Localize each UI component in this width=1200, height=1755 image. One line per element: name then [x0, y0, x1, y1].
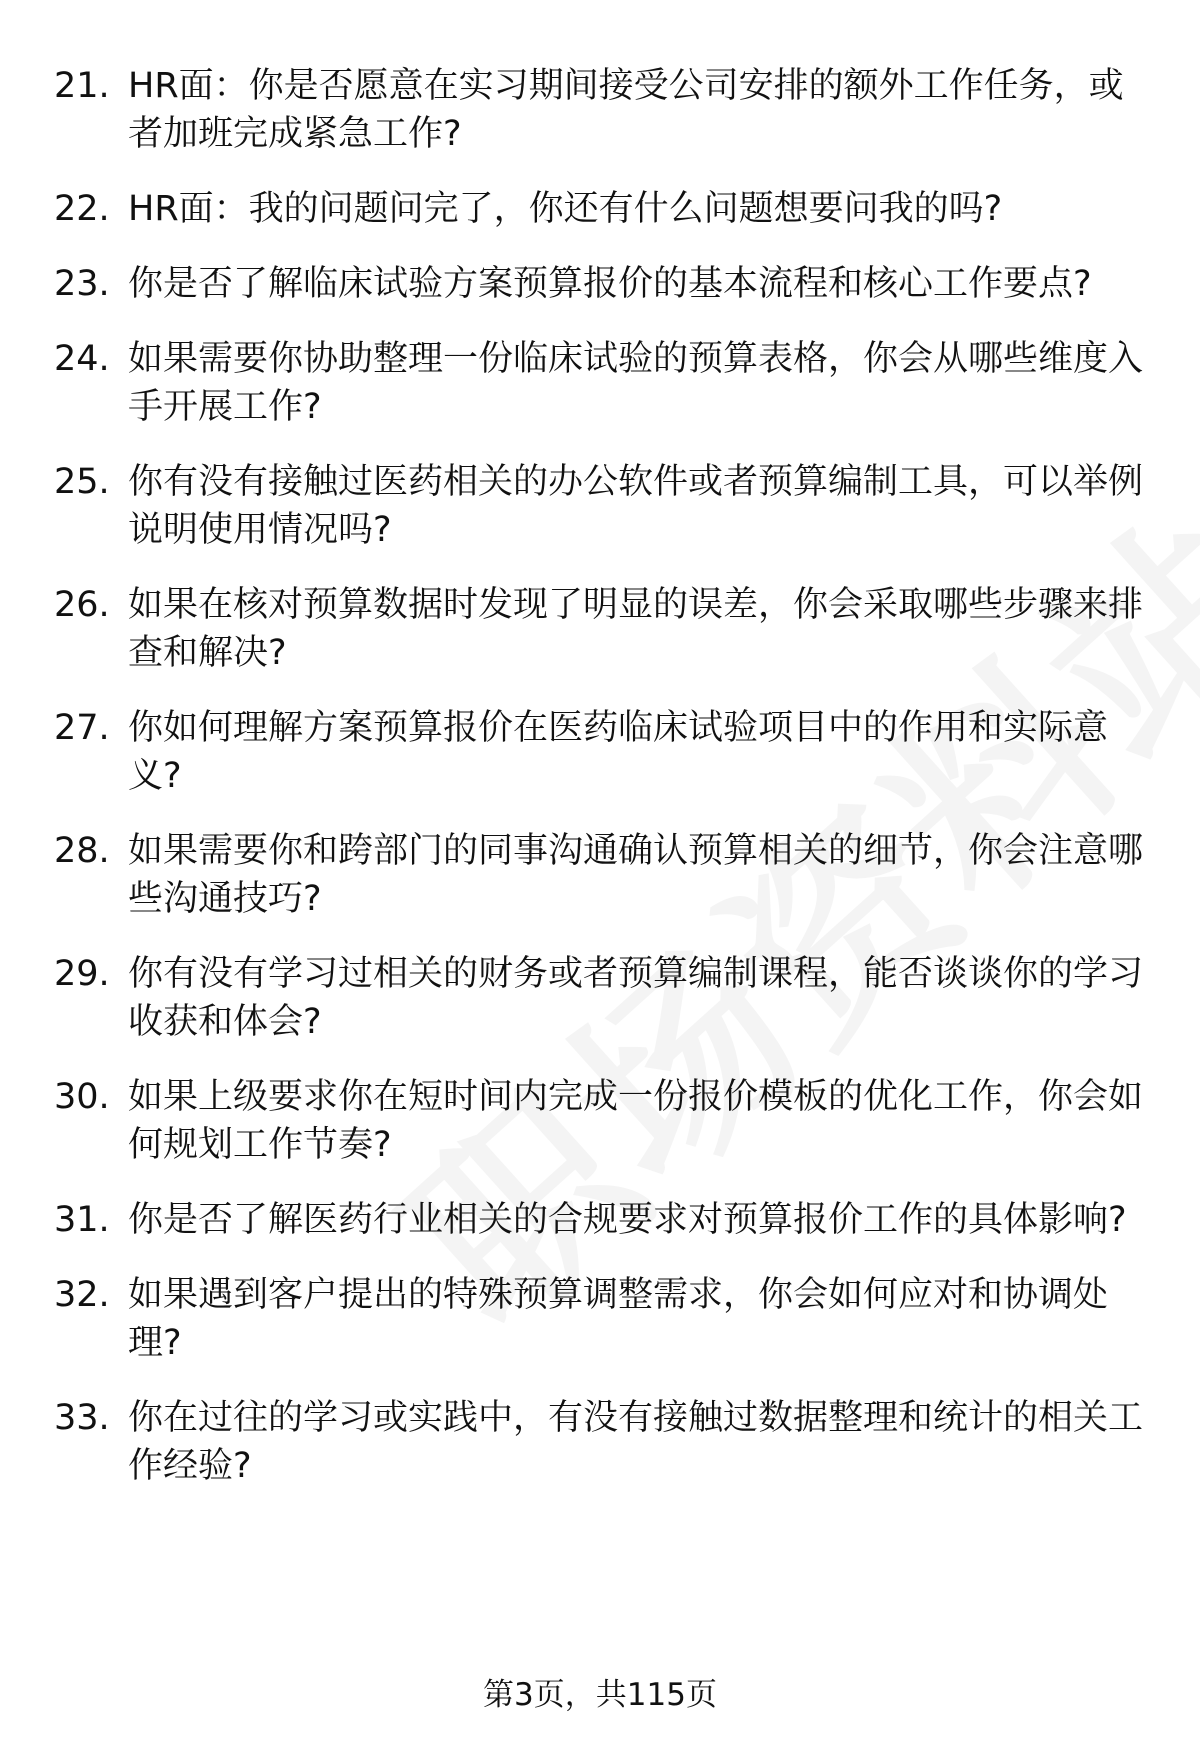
question-text: 如果需要你协助整理一份临床试验的预算表格，你会从哪些维度入手开展工作?	[128, 339, 1144, 427]
question-number: 28.	[54, 831, 110, 871]
question-text: 你在过往的学习或实践中，有没有接触过数据整理和统计的相关工作经验?	[128, 1398, 1144, 1486]
question-item	[54, 185, 1154, 233]
question-item	[54, 1271, 1154, 1367]
question-number: 22.	[54, 189, 110, 229]
question-number: 31.	[54, 1200, 110, 1240]
question-item	[54, 260, 1154, 308]
question-text: 如果遇到客户提出的特殊预算调整需求，你会如何应对和协调处理?	[128, 1275, 1109, 1363]
question-number: 24.	[54, 339, 110, 379]
question-item	[54, 335, 1154, 431]
question-text: 如果需要你和跨部门的同事沟通确认预算相关的细节，你会注意哪些沟通技巧?	[128, 831, 1144, 919]
question-text: HR面：我的问题问完了，你还有什么问题想要问我的吗?	[128, 189, 1003, 229]
question-number: 21.	[54, 66, 110, 106]
question-number: 27.	[54, 708, 110, 748]
question-item	[54, 827, 1154, 923]
question-item	[54, 704, 1154, 800]
question-item	[54, 62, 1154, 158]
question-number: 30.	[54, 1077, 110, 1117]
question-number: 32.	[54, 1275, 110, 1315]
question-list	[54, 62, 1154, 1490]
question-number: 25.	[54, 462, 110, 502]
question-number: 29.	[54, 954, 110, 994]
question-item	[54, 950, 1154, 1046]
question-number: 33.	[54, 1398, 110, 1438]
question-item	[54, 581, 1154, 677]
question-text: 你是否了解医药行业相关的合规要求对预算报价工作的具体影响?	[128, 1200, 1127, 1240]
question-item	[54, 1073, 1154, 1169]
question-text: 你如何理解方案预算报价在医药临床试验项目中的作用和实际意义?	[128, 708, 1109, 796]
question-text: 如果上级要求你在短时间内完成一份报价模板的优化工作，你会如何规划工作节奏?	[128, 1077, 1144, 1165]
question-text: 你有没有学习过相关的财务或者预算编制课程，能否谈谈你的学习收获和体会?	[128, 954, 1144, 1042]
question-text: 如果在核对预算数据时发现了明显的误差，你会采取哪些步骤来排查和解决?	[128, 585, 1144, 673]
question-item	[54, 458, 1154, 554]
question-text: HR面：你是否愿意在实习期间接受公司安排的额外工作任务，或者加班完成紧急工作?	[128, 66, 1124, 154]
question-text: 你有没有接触过医药相关的办公软件或者预算编制工具，可以举例说明使用情况吗?	[128, 462, 1144, 550]
question-text: 你是否了解临床试验方案预算报价的基本流程和核心工作要点?	[128, 264, 1092, 304]
question-number: 23.	[54, 264, 110, 304]
question-item	[54, 1394, 1154, 1490]
question-number: 26.	[54, 585, 110, 625]
question-item	[54, 1196, 1154, 1244]
page-footer: 第3页，共115页	[483, 1677, 717, 1713]
